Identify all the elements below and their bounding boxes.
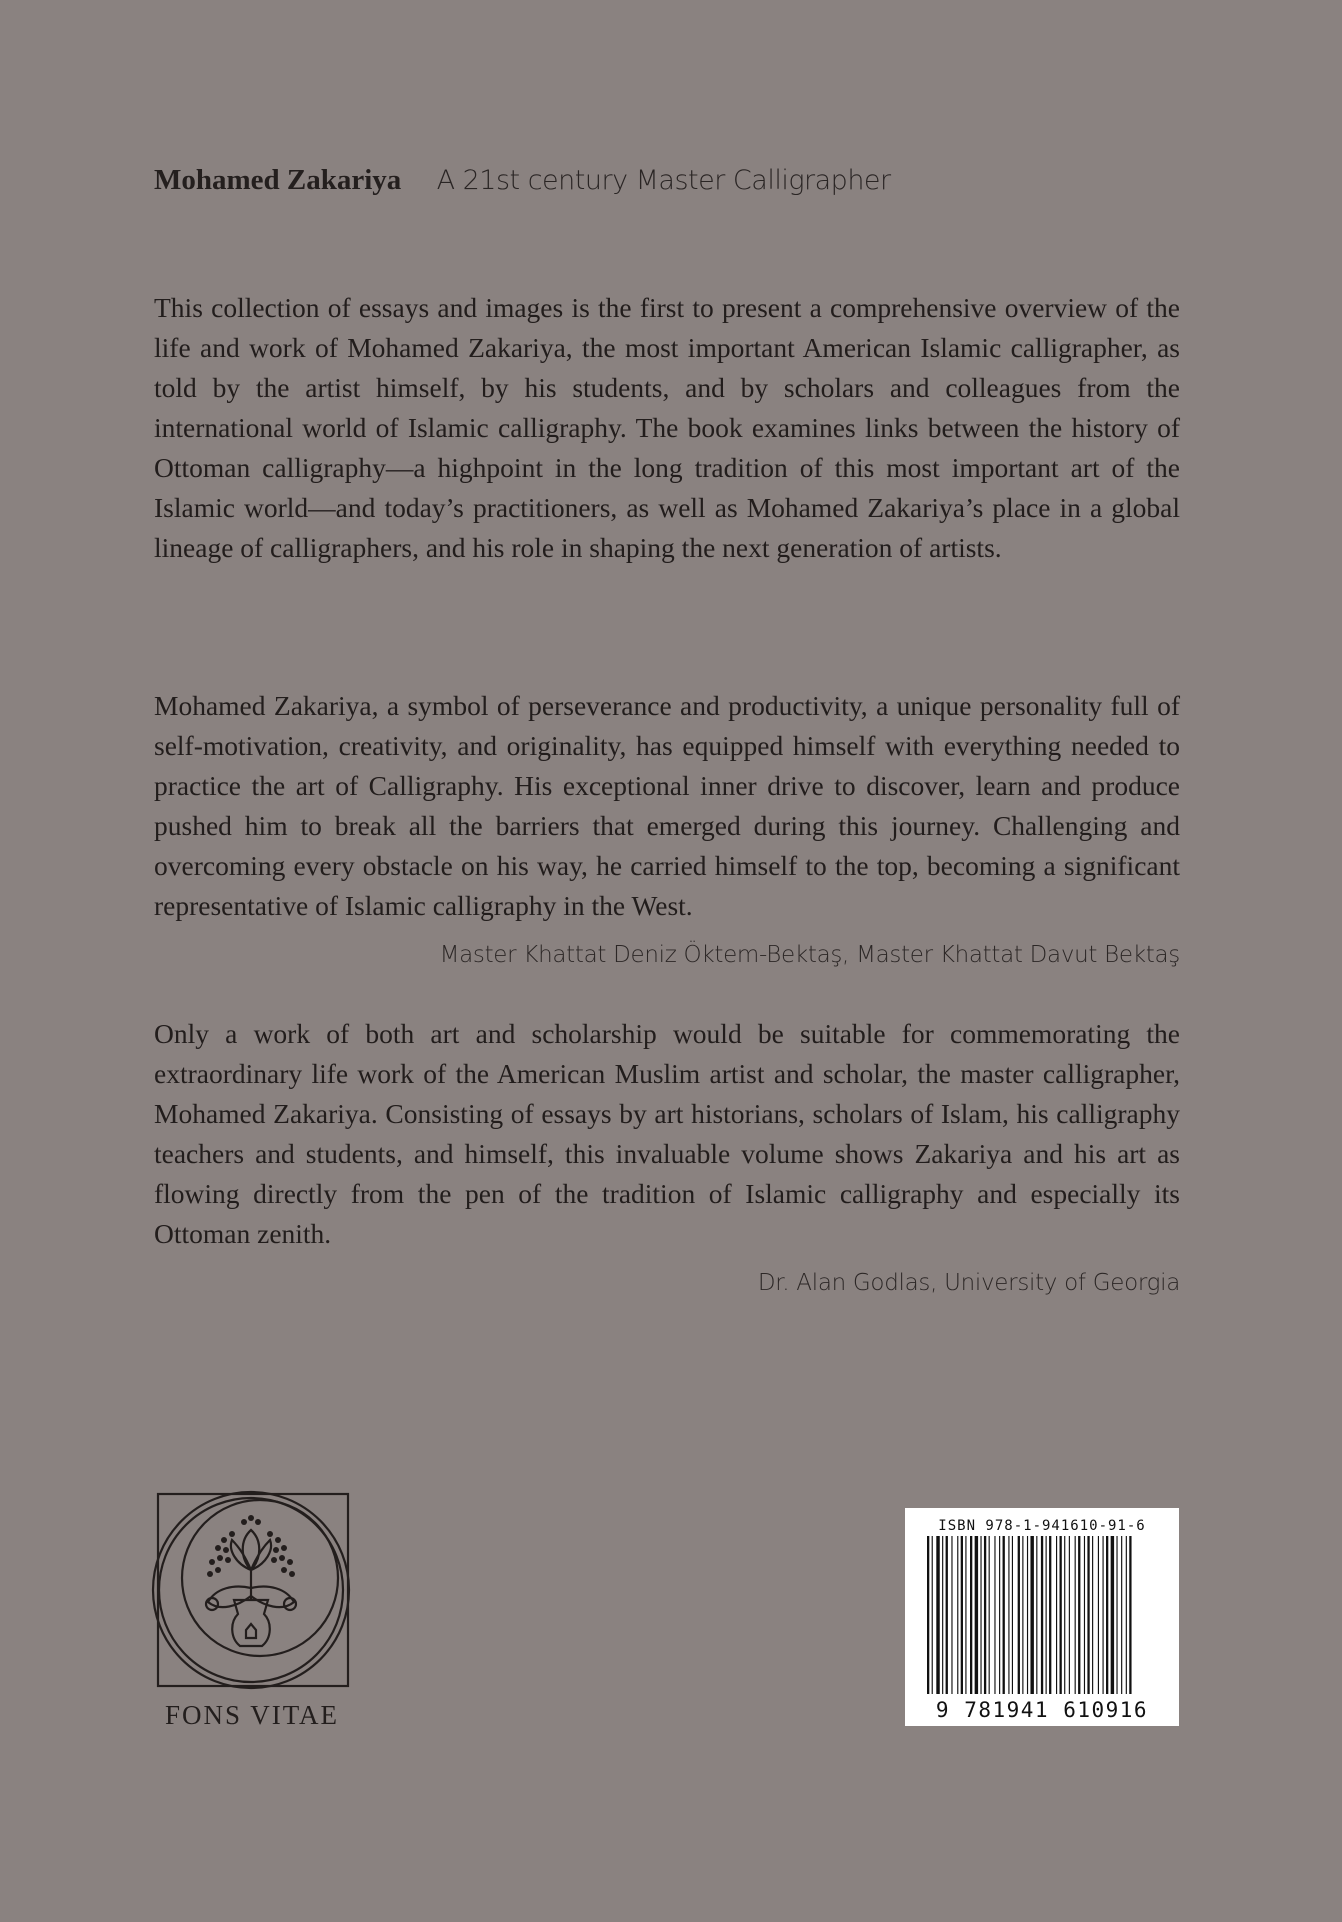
- isbn-label: ISBN 978-1-941610-91-6: [938, 1518, 1146, 1534]
- barcode-bar: [1106, 1536, 1108, 1694]
- barcode-bar: [1036, 1536, 1037, 1694]
- barcode-bar: [957, 1536, 958, 1694]
- barcode-bar: [951, 1536, 952, 1694]
- publisher-name: FONS VITAE: [164, 1700, 340, 1730]
- barcode-bar: [1116, 1536, 1117, 1694]
- barcode-bar: [970, 1536, 972, 1694]
- barcode-bar: [1103, 1536, 1104, 1694]
- book-subtitle: A 21st century Master Calligrapher: [436, 165, 891, 196]
- barcode-bar: [1078, 1536, 1080, 1694]
- barcode-bar: [927, 1536, 929, 1694]
- barcode-bar: [932, 1536, 933, 1694]
- barcode-bar: [942, 1536, 943, 1694]
- barcode-bar: [1003, 1536, 1005, 1694]
- barcode-bar: [1129, 1536, 1131, 1694]
- barcode-bar: [1087, 1536, 1089, 1694]
- barcode-bar: [1027, 1536, 1028, 1694]
- blurb-quote-godlas: Only a work of both art and scholarship would be suitable for commemorating the extraordinary life work of the American Muslim artist and scholar, the master calligrapher, Mohamed Zakariya. Consisting of essays by art historians, scholars of Islam, his calligraphy teachers and students, and himself, this invaluable volume shows Zakariya and his art as flowing directly from the pen of the tradition of Islamic calligraphy and especially its Ottoman zenith.: [154, 1018, 1180, 1249]
- barcode-bar: [1041, 1536, 1043, 1694]
- barcode-bar: [1049, 1536, 1051, 1694]
- barcode-bar: [1046, 1536, 1047, 1694]
- tulip-vase-crescent-emblem-icon: [148, 1488, 354, 1694]
- cover-title-line: [154, 164, 891, 197]
- barcode-bar: [1075, 1536, 1076, 1694]
- barcode-bar: [1121, 1536, 1122, 1694]
- blurb-quote-bektas: Mohamed Zakariya, a symbol of perseverance and productivity, a unique personality full of self-motivation, creativity, and originality, has equipped himself with everything needed to practice the art of Calligraphy. His exceptional inner drive to discover, learn and produce pushed him to break all the barriers that emerged during this journey. Challenging and overcoming every obstacle on his way, he carried himself to the top, becoming a significant representative of Islamic calligraphy in the West.: [154, 690, 1180, 921]
- barcode-bar: [1018, 1536, 1020, 1694]
- barcode-bars: [927, 1536, 1159, 1694]
- ean-digits: 9 781941 610916: [935, 1698, 1149, 1722]
- barcode-bar: [984, 1536, 986, 1694]
- barcode-bar: [999, 1536, 1000, 1694]
- barcode-bar: [1084, 1536, 1085, 1694]
- barcode-bar: [1012, 1536, 1013, 1694]
- barcode-bar: [1069, 1536, 1070, 1694]
- barcode-bar: [1060, 1536, 1062, 1694]
- barcode-bar: [1098, 1536, 1099, 1694]
- barcode-bar: [980, 1536, 981, 1694]
- barcode-bar: [946, 1536, 948, 1694]
- attribution-bektas: Master Khattat Deniz Öktem-Bektaş, Master Khattat Davut Bektaş: [439, 942, 1180, 968]
- barcode-bar: [1111, 1536, 1114, 1694]
- barcode-bar: [1030, 1536, 1033, 1694]
- barcode-bar: [1064, 1536, 1065, 1694]
- isbn-barcode: [905, 1508, 1179, 1726]
- barcode-bar: [1092, 1536, 1093, 1694]
- barcode-bar: [1008, 1536, 1009, 1694]
- attribution-godlas: Dr. Alan Godlas, University of Georgia: [757, 1270, 1180, 1296]
- blurb-overview: This collection of essays and images is the first to present a comprehensive overview of the life and work of Mohamed Zakariya, the most important American Islamic calligrapher, as told by the artist himself, by his students, and by scholars and colleagues from the international world of Islamic calligraphy. The book examines links between the history of Ottoman calligraphy—a highpoint in the long tradition of this most important art of the Islamic world—and today’s practitioners, as well as Mohamed Zakariya’s place in a global lineage of calligraphers, and his role in shaping the next generation of artists.: [154, 292, 1180, 563]
- barcode-bar: [936, 1536, 939, 1694]
- barcode-bar: [961, 1536, 963, 1694]
- barcode-bar: [1126, 1536, 1127, 1694]
- barcode-bar: [1022, 1536, 1023, 1694]
- barcode-bar: [994, 1536, 995, 1694]
- barcode-bar: [989, 1536, 990, 1694]
- barcode-bar: [965, 1536, 966, 1694]
- author-name: Mohamed Zakariya: [154, 164, 402, 196]
- barcode-bar: [1056, 1536, 1057, 1694]
- barcode-bar: [975, 1536, 978, 1694]
